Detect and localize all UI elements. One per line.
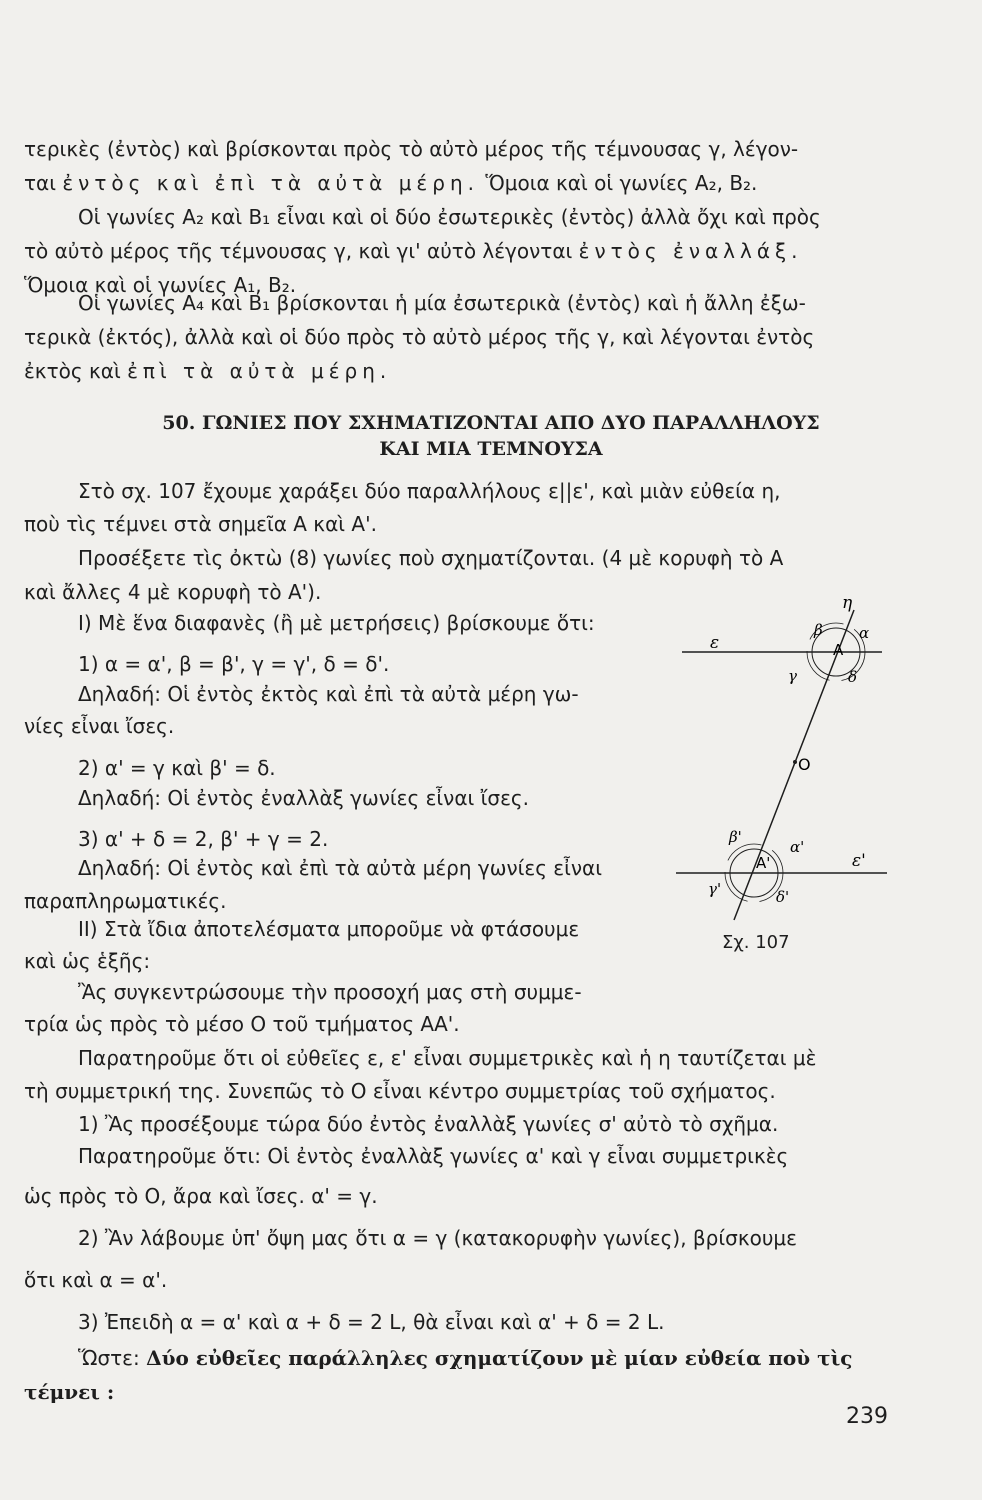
label-epsilon: ε <box>710 633 720 653</box>
text-line: Παρατηροῦμε ὅτι: Οἱ ἐντὸς ἐναλλὰξ γωνίες α' καὶ γ εἶναι συμμετρικὲς <box>78 1144 789 1168</box>
text-line: Οἱ γωνίες Α₄ καὶ Β₁ βρίσκονται ἡ μία ἐσωτερικὰ (ἐντὸς) καὶ ἡ ἄλλη ἐξω- <box>78 291 806 315</box>
label-gamma-prime: γ' <box>708 880 722 898</box>
text-line: Στὸ σχ. 107 ἔχουμε χαράξει δύο παραλλήλους ε||ε', καὶ μιὰν εὐθεία η, <box>78 479 781 503</box>
label-beta-prime: β' <box>729 828 742 846</box>
equation: 3) α' + δ = 2, β' + γ = 2. <box>78 827 329 851</box>
text-fragment: ἐκτὸς καὶ <box>24 359 128 383</box>
text-line: τὴ συμμετρική της. Συνεπῶς τὸ Ο εἶναι κέντρο συμμετρίας τοῦ σχήματος. <box>24 1079 776 1103</box>
bold-statement: Δύο εὐθεῖες παράλληλες σχηματίζουν μὲ μίαν εὐθεία ποὺ τὶς <box>146 1346 853 1370</box>
text-fragment: τὸ αὐτὸ μέρος τῆς τέμνουσας γ, καὶ γι' αὐτὸ λέγονται <box>24 239 579 263</box>
label-A-prime: Α' <box>756 854 771 872</box>
point-O <box>793 760 797 764</box>
text-line: Δηλαδή: Οἱ ἐντὸς καὶ ἐπὶ τὰ αὐτὰ μέρη γωνίες εἶναι <box>78 856 602 880</box>
text-line: Ι) Μὲ ἕνα διαφανὲς (ἢ μὲ μετρήσεις) βρίσκουμε ὅτι: <box>78 611 595 635</box>
conclusion-line <box>78 1346 852 1370</box>
text-line: Δηλαδή: Οἱ ἐντὸς ἐναλλὰξ γωνίες εἶναι ἴσες. <box>78 786 529 810</box>
label-delta: δ <box>848 668 858 686</box>
text-fragment: Ὥστε: <box>78 1346 147 1370</box>
text-line: τρία ὡς πρὸς τὸ μέσο Ο τοῦ τμήματος ΑΑ'. <box>24 1012 460 1036</box>
text-line: παραπληρωματικές. <box>24 889 227 913</box>
text-line: Δηλαδή: Οἱ ἐντὸς ἐκτὸς καὶ ἐπὶ τὰ αὐτὰ μέρη γω- <box>78 682 579 706</box>
text-line: Προσέξετε τὶς ὀκτὼ (8) γωνίες ποὺ σχηματίζονται. (4 μὲ κορυφὴ τὸ Α <box>78 546 784 570</box>
label-eta: η <box>842 593 853 613</box>
figure-107-diagram <box>672 590 902 960</box>
text-line: ὅτι καὶ α = α'. <box>24 1268 168 1292</box>
page-number: 239 <box>846 1404 888 1429</box>
label-A: Α <box>833 641 844 659</box>
label-alpha-prime: α' <box>790 838 805 856</box>
text-line: ΙΙ) Στὰ ἴδια ἀποτελέσματα μποροῦμε νὰ φτάσουμε <box>78 917 580 941</box>
text-line: νίες εἶναι ἴσες. <box>24 714 175 738</box>
equation: 1) α = α', β = β', γ = γ', δ = δ'. <box>78 652 390 676</box>
section-heading-line2: ΚΑΙ ΜΙΑ ΤΕΜΝΟΥΣΑ <box>379 438 603 460</box>
bold-statement: τέμνει : <box>24 1380 115 1404</box>
spaced-term: ἐντὸς ἐναλλάξ. <box>578 239 803 263</box>
label-beta: β <box>814 621 823 639</box>
text-line: Ἂς συγκεντρώσουμε τὴν προσοχή μας στὴ συμμε- <box>78 980 582 1004</box>
text-line: 1) Ἂς προσέξουμε τώρα δύο ἐντὸς ἐναλλὰξ γωνίες σ' αὐτὸ τὸ σχῆμα. <box>78 1112 779 1136</box>
text-line: Οἱ γωνίες Α₂ καὶ Β₁ εἶναι καὶ οἱ δύο ἐσωτερικὲς (ἐντὸς) ἀλλὰ ὄχι καὶ πρὸς <box>78 205 821 229</box>
text-line: καὶ ὡς ἑξῆς: <box>24 949 151 973</box>
figure-caption: Σχ. 107 <box>722 932 790 953</box>
equation: 2) α' = γ καὶ β' = δ. <box>78 756 276 780</box>
text-fragment: Ὅμοια καὶ οἱ γωνίες Α₂, Β₂. <box>478 171 758 195</box>
text-line: καὶ ἄλλες 4 μὲ κορυφὴ τὸ Α'). <box>24 580 322 604</box>
text-line: τερικὰ (ἐκτός), ἀλλὰ καὶ οἱ δύο πρὸς τὸ αὐτὸ μέρος τῆς γ, καὶ λέγονται ἐντὸς <box>24 325 815 349</box>
text-line: τερικὲς (ἐντὸς) καὶ βρίσκονται πρὸς τὸ αὐτὸ μέρος τῆς τέμνουσας γ, λέγον- <box>24 137 799 161</box>
text-line: Ὅμοια καὶ οἱ γωνίες Α₁, Β₂. <box>24 273 297 297</box>
spaced-term: ἐντὸς καὶ ἐπὶ τὰ αὐτὰ μέρη. <box>62 171 479 195</box>
label-gamma: γ <box>788 667 797 685</box>
text-line <box>24 171 757 195</box>
text-line <box>24 239 803 263</box>
text-line: 2) Ἂν λάβουμε ὑπ' ὄψη μας ὅτι α = γ (κατακορυφὴν γωνίες), βρίσκουμε <box>78 1226 797 1250</box>
text-line: 3) Ἐπειδὴ α = α' καὶ α + δ = 2 L, θὰ εἶναι καὶ α' + δ = 2 L. <box>78 1310 665 1334</box>
text-line: Παρατηροῦμε ὅτι οἱ εὐθεῖες ε, ε' εἶναι συμμετρικὲς καὶ ἡ η ταυτίζεται μὲ <box>78 1046 817 1070</box>
text-line: ποὺ τὶς τέμνει στὰ σημεῖα Α καὶ Α'. <box>24 512 377 536</box>
label-epsilon-prime: ε' <box>852 851 866 871</box>
section-heading: 50. ΓΩΝΙΕΣ ΠΟΥ ΣΧΗΜΑΤΙΖΟΝΤΑΙ ΑΠΟ ΔΥΟ ΠΑΡΑΛΛΗΛΟΥΣ <box>162 412 820 434</box>
text-line <box>24 359 391 383</box>
spaced-term: ἐπὶ τὰ αὐτὰ μέρη. <box>127 359 392 383</box>
text-line: ὡς πρὸς τὸ Ο, ἄρα καὶ ἴσες. α' = γ. <box>24 1184 378 1208</box>
label-O: Ο <box>798 755 811 774</box>
label-delta-prime: δ' <box>776 888 790 906</box>
label-alpha: α <box>859 624 870 642</box>
text-fragment: ται <box>24 171 63 195</box>
